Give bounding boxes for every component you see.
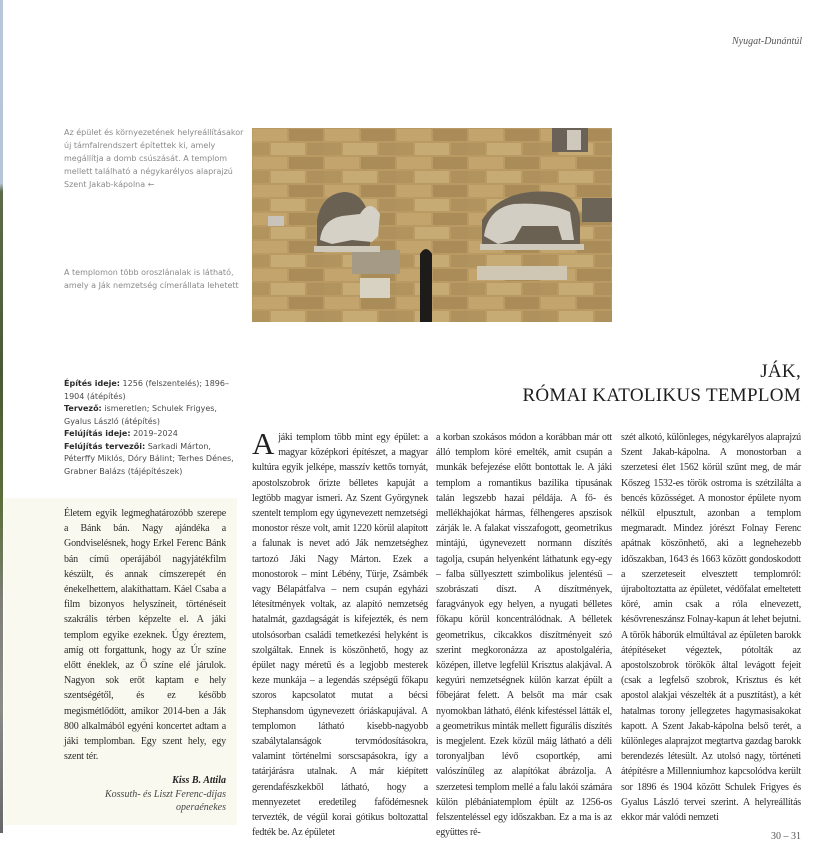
fact-construction-date: Építés ideje: 1256 (felszentelés); 1896–1904 (átépítés)	[64, 379, 229, 401]
building-facts	[64, 378, 242, 478]
body-column-2: a korban szokásos módon a korábban már ott álló templom köré emelték, amit csupán a munkák befejezése előtt bontottak le. A jáki templom a romantikus bazilika típusának talán legszebb hazai példája. A fő- és mellékhajókat hármas, félhengeres apszisok zárják le. A falakat visszafogott, geometrikus mintájú, úgynevezett normann díszítés tagolja, csupán helyenként láthatunk egy-egy – falba süllyesztett szimbolikus jelentésű – szobrászati díszt. A díszítmények, faragványok egy helyen, a nyugati bélletes főkapu körül koncentrálódnak. A bélletek geometrikus, cikcakkos díszítményeit szó szerint megkoronázza az apostolgaléria, középen, illetve legfelül Krisztus alakjával. A kegyúri nemzetségnek külön karzat épült a főbejárat felett. A belsőt ma már csak nyomokban látható, élénk kifestéssel látták el, a geometrikus minták mellett figurális díszítés is megjelent. Ezek közül máig látható a déli toronyaljban lévő csoportkép, ami valószínűleg az alapítókat ábrázolja. A szerzetesi templom mellé a falu lakói számára külön plébániatemplom épült az 1256-os felszenteléssel egy időszakban. Ez a ma is az együttes ré-	[436, 432, 612, 839]
drop-cap: A	[252, 426, 275, 461]
body-column-1-text: jáki templom több mint egy épület: a magyar középkori építészet, a magyar kultúra egyik jelképe, masszív kettős tornyát, apostolszobrok őrizte bélletes kapuját a legtöbb magyar ismeri. Az Szent Györgynek szentelt templom egy úgynevezett nemzetségi monostor része volt, amit 1220 körül alapított a falunak is nevet adó Ják nemzetséghez tartozó Jáki Nagy Márton. Ezek a monostorok – mint Lébény, Türje, Zsámbék vagy Bélapátfalva – nem csupán egyházi létesítmények voltak, az alapító nemzetség hatalmát, gazdagságát is kifejezték, és nem utolsósorban családi temetkezési helyként is szolgáltak. Ennek is köszönhető, hogy az épület nagy méretű és a legjobb mesterek keze munkája – a legendás szépségű főkapu szoros kapcsolatot mutat a bécsi Stephansdom úgynevezett óriáskapujával. A templomon látható kisebb-nagyobb szabálytalanságok tervmódosításokra, valamint történelmi sorscsapásokra, így a tatárjárásra utalnak. A már kiépített gerendafészkekből látható, hogy a mennyezetet eredetileg fafödémesnek tervezték, de végül korai gótikus boltozattal fedték be. Az épületet	[252, 432, 428, 839]
article-title	[522, 360, 801, 408]
quote-text: Életem egyik legmeghatározóbb szerepe a Bánk bán. Nagy ajándéka a Gondviselésnek, hogy Erkel Ferenc Bánk bán című operájából nagyjátékfilm készült, és annak címszerepét én énekelhettem, alakíthattam. Káel Csaba a film bizonyos helyszíneit, történéseit szakrális térben képzelte el. A jáki templom egyike ezeknek. Úgy éreztem, amíg ott forgattunk, hogy az Úr színe előtt éneklek, az Ő színe elé járulok. Nagyon sok erőt kaptam e hely szentségétől, és ez később megismétlődött, amikor 2014-ben a Ják 800 alkalmából egyéni koncertet adtam a jáki templomban. Egy szent hely, egy szent tér.	[64, 508, 226, 763]
quote-block	[64, 506, 226, 815]
fact-designer: Tervező: ismeretlen; Schulek Frigyes, Gyalus László (átépítés)	[64, 404, 217, 426]
quote-author-name: Kiss B. Attila	[172, 775, 226, 787]
fact-renovation-designers: Felújítás tervezői: Sarkadi Márton, Péterffy Miklós, Dóry Bálint; Terhes Dénes, Grabner Balázs (tájépítészek)	[64, 441, 234, 476]
quote-author-role-line1: Kossuth- és Liszt Ferenc-díjas	[104, 788, 226, 800]
quote-author-role-line2: operaénekes	[176, 802, 226, 814]
fact-renovation-date: Felújítás ideje: 2019–2024	[64, 429, 178, 438]
quote-attribution	[64, 774, 226, 815]
church-wall-photo	[252, 128, 612, 322]
running-head: Nyugat-Dunántúl	[732, 36, 802, 47]
body-column-1	[252, 426, 428, 840]
lion-relief-illustration	[252, 128, 612, 322]
facing-page-edge	[0, 0, 3, 833]
photo-caption-lions: A templomon több oroszlánalak is látható, amely a Ják nemzetség címerállata lehetett	[64, 268, 239, 290]
narrow-window	[420, 249, 432, 322]
page-numbers: 30 – 31	[771, 831, 801, 842]
body-column-3: szét alkotó, különleges, négykarélyos alaprajzú Szent Jakab-kápolna. A monostorban a szerzetesi élet 1562 körül szűnt meg, de már Kőszeg 1532-es török ostroma is szétzilálta a bencés közösséget. A monostor épülete nyom nélkül elpusztult, azonban a templom megmaradt. Mindez jórészt Folnay Ferenc apátnak köszönhető, aki a legnehezebb időszakban, 1643 és 1663 között gondoskodott a szerzeteseit elvesztett templomról: újraboltoztatta az épületet, védőfalat emeltetett köré, amin csak a róla elnevezett, késővreneszánsz Folnay-kapun át lehet bejutni. A török háborúk elmúltával az épületen barokk átépítéseket végeztek, pótolták az apostolszobrok törökök által levágott fejeit (csak a legfelső szobrok, Krisztus és két apostol alakjai vészelték át a pusztítást), a két hatalmas torony jellegzetes hagymasisakokat kapott. A Szent Jakab-kápolna belső terét, a különleges alaprajzot megtartva gazdag barokk berendezés létesült. Az utolsó nagy, történeti átépítésre a Millenniumhoz kapcsolódva került sor 1896 és 1904 között Schulek Frigyes és Gyalus László tervei szerint. A helyreállítás ekkor már valódi nemzeti	[621, 432, 801, 824]
article-title-line2: RÓMAI KATOLIKUS TEMPLOM	[522, 385, 801, 406]
article-title-line1: JÁK,	[760, 361, 801, 382]
photo-caption-retaining-wall: Az épület és környezetének helyreállításakor új támfalrendszert építettek ki, amely megállítja a domb csúszását. A templom mellett található a négykarélyos alaprajzú Szent Jakab-kápolna ←	[64, 128, 244, 189]
